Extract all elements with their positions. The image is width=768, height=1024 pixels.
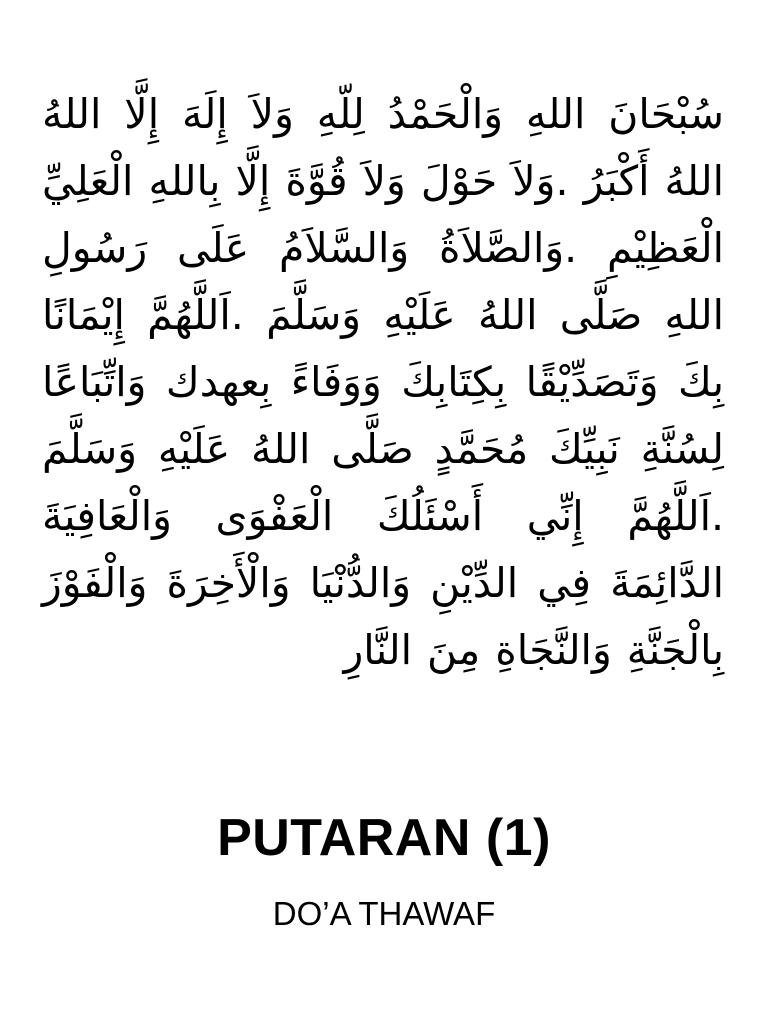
- page-subtitle: DO’A THAWAF: [272, 895, 496, 932]
- doa-arabic-text: سُبْحَانَ اللهِ وَالْحَمْدُ لِلّهِ وَلاَ إِلَهَ إِلَّا اللهُ اللهُ أَكْبَرُ .وَلاَ حَوْلَ وَلاَ قُوَّةَ إِلَّا بِاللهِ الْعَلِيِّ الْعَظِيْمِ .وَالصَّلاَةُ وَالسَّلاَمُ عَلَى رَسُولِ اللهِ صَلَّى اللهُ عَلَيْهِ وَسَلَّمَ .اَللَّهُمَّ إِيْمَانًا بِكَ وَتَصَدِّيْقًا بِكِتَابِكَ وَوَفَاءً بِعهدك وَاتِّبَاعًا لِسُنَّةِ نَبِيِّكَ مُحَمَّدٍ صَلَّى اللهُ عَلَيْهِ وَسَلَّمَ .اَللَّهُمَّ إِنِّي أَسْئَلُكَ الْعَفْوَى وَالْعَافِيَةَ الدَّائِمَةَ فِي الدِّيْنِ وَالدُّنْيَا وَالْأَخِرَةَ وَالْفَوْزَ بِالْجَنَّةِ وَالنَّجَاةِ مِنَ النَّارِ: [42, 90, 724, 674]
- page-title: PUTARAN (1): [217, 809, 551, 867]
